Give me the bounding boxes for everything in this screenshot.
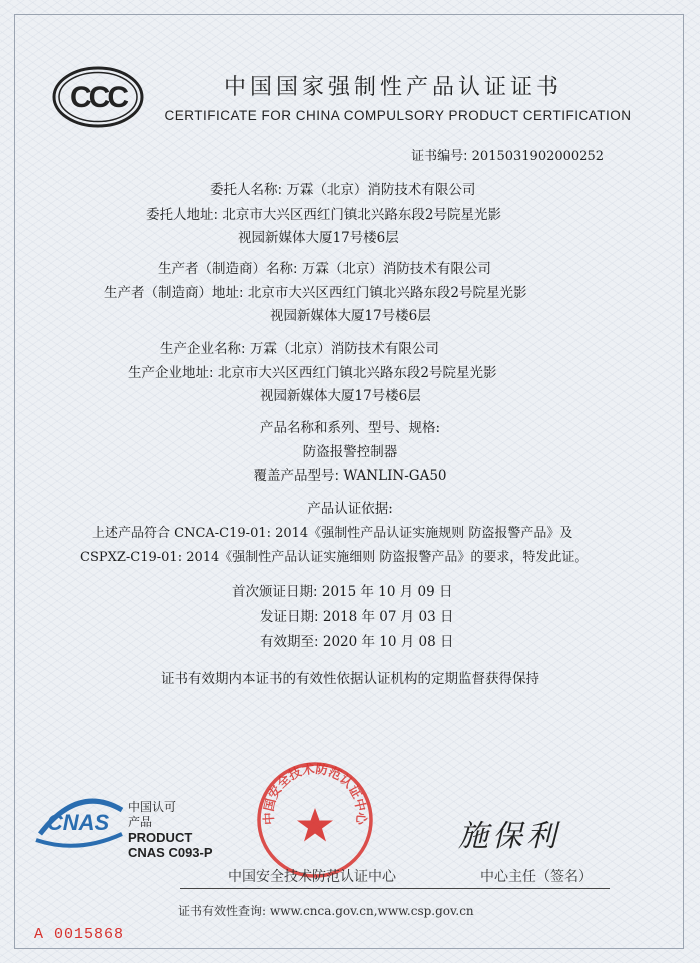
first-issue-date: 2015 年 10 月 09 日	[321, 584, 453, 600]
validity-query: 证书有效性查询: www.cnca.gov.cn,www.csp.gov.cn	[178, 904, 474, 918]
manufacturer-name: 万霖（北京）消防技术有限公司	[301, 261, 491, 277]
first-issue-date-label: 首次颁证日期:	[232, 584, 318, 600]
issuing-body: 中国安全技术防范认证中心	[228, 869, 396, 885]
ccc-logo-icon	[52, 66, 144, 128]
cnas-line-2: 产品	[128, 815, 153, 829]
manufacturer-name-label: 生产者（制造商）名称:	[158, 261, 298, 277]
product-model-label: 覆盖产品型号:	[253, 468, 340, 484]
director-signature	[452, 812, 582, 854]
product-model-row	[0, 464, 700, 484]
basis-line-2: CSPXZ-C19-01: 2014《强制性产品认证实施细则 防盗报警产品》的要求，特发此证。	[80, 550, 588, 565]
cnas-line-3: PRODUCT	[128, 830, 193, 845]
applicant-address-line1: 北京市大兴区西红门镇北兴路东段2号院星光影	[222, 207, 501, 223]
cnas-accreditation	[128, 800, 213, 860]
applicant-address-line2: 视园新媒体大厦17号楼6层	[238, 230, 399, 246]
certificate-number-label: 证书编号:	[411, 149, 468, 164]
director-label: 中心主任（签名）	[480, 869, 592, 885]
manufacturer-name-row	[158, 257, 491, 277]
applicant-name-label: 委托人名称:	[210, 182, 283, 198]
factory-address-label: 生产企业地址:	[128, 365, 214, 381]
factory-name-label: 生产企业名称:	[160, 341, 246, 357]
issue-date-row	[260, 605, 454, 625]
manufacturer-address-label: 生产者（制造商）地址:	[104, 285, 244, 301]
factory-address-line2: 视园新媒体大厦17号楼6层	[260, 388, 421, 404]
first-issue-date-row	[232, 580, 453, 600]
validity-note: 证书有效期内本证书的有效性依据认证机构的定期监督获得保持	[161, 671, 539, 687]
factory-name: 万霖（北京）消防技术有限公司	[249, 341, 439, 357]
cnas-logo-text: CNAS	[46, 810, 110, 835]
cnas-logo-icon	[30, 790, 126, 852]
applicant-name-row	[210, 178, 475, 198]
issue-date-label: 发证日期:	[260, 609, 319, 625]
expiry-date: 2020 年 10 月 08 日	[322, 634, 454, 650]
manufacturer-address-row	[104, 281, 526, 301]
basis-line-1: 上述产品符合 CNCA-C19-01: 2014《强制性产品认证实施规则 防盗报警产品》及	[92, 526, 573, 541]
applicant-address-row	[146, 203, 501, 223]
manufacturer-address-line2: 视园新媒体大厦17号楼6层	[270, 308, 431, 324]
applicant-address-label: 委托人地址:	[146, 207, 219, 223]
certificate-number-value: 2015031902000252	[471, 149, 604, 164]
certificate-number	[411, 145, 604, 164]
signature-text: 施保利	[458, 819, 560, 854]
cnas-line-4: CNAS C093-P	[128, 845, 213, 860]
expiry-date-row	[260, 630, 454, 650]
certificate-title-en: CERTIFICATE FOR CHINA COMPULSORY PRODUCT CERTIFICATION	[164, 108, 632, 123]
expiry-date-label: 有效期至:	[260, 634, 319, 650]
cnas-line-1: 中国认可	[128, 800, 177, 814]
product-name: 防盗报警控制器	[302, 444, 398, 460]
issue-date: 2018 年 07 月 03 日	[322, 609, 454, 625]
official-seal-icon	[255, 760, 375, 880]
footer-divider	[180, 888, 610, 889]
basis-heading: 产品认证依据:	[307, 501, 393, 517]
seal-ring-text: 中国安全技术防范认证中心	[260, 760, 370, 826]
factory-address-row	[128, 361, 496, 381]
manufacturer-address-line1: 北京市大兴区西红门镇北兴路东段2号院星光影	[247, 285, 527, 301]
applicant-name: 万霖（北京）消防技术有限公司	[286, 182, 476, 198]
certificate-title-cn: 中国国家强制性产品认证证书	[223, 75, 562, 100]
serial-number: A 0015868	[34, 926, 125, 943]
product-model: WANLIN-GA50	[343, 468, 447, 484]
svg-text:CCC: CCC	[70, 81, 126, 114]
factory-name-row	[160, 337, 439, 357]
factory-address-line1: 北京市大兴区西红门镇北兴路东段2号院星光影	[217, 365, 497, 381]
product-heading: 产品名称和系列、型号、规格:	[259, 420, 441, 436]
